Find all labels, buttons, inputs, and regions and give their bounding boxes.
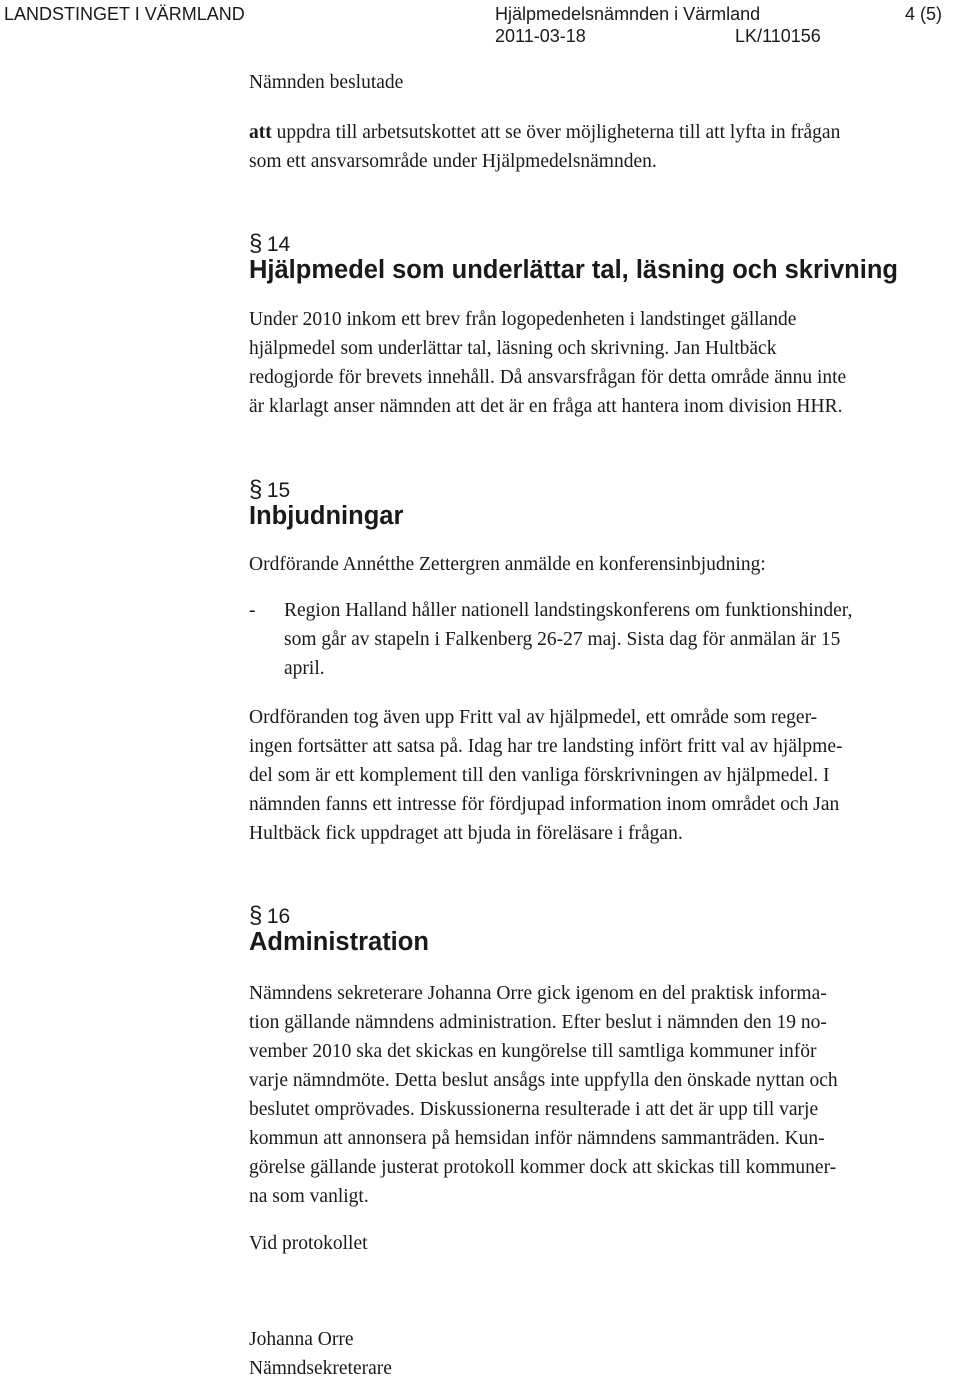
section-15-bullet: [284, 596, 954, 683]
section-15-title: Inbjudningar: [249, 502, 404, 530]
paragraph-line: varje nämndmöte. Detta beslut ansågs inte uppfylla den önskade nyttan och: [249, 1070, 838, 1091]
section-symbol: §: [249, 902, 263, 929]
signature-name: Johanna Orre: [249, 1329, 354, 1350]
paragraph-line: nämnden fanns ett intresse för fördjupad information inom området och Jan: [249, 794, 840, 815]
section-16-header: [249, 902, 290, 930]
section-14-title: Hjälpmedel som underlättar tal, läsning och skrivning: [249, 256, 898, 284]
section-15-body: [249, 703, 949, 848]
bullet-line: april.: [284, 658, 325, 679]
section-symbol: §: [249, 476, 263, 503]
decision-keyword: att: [249, 122, 272, 143]
decision-line-2: som ett ansvarsområde under Hjälpmedelsnämnden.: [249, 151, 657, 172]
section-14-body: [249, 305, 949, 421]
paragraph-line: Hultbäck fick uppdraget att bjuda in föreläsare i frågan.: [249, 823, 683, 844]
paragraph-line: redogjorde för brevets innehåll. Då ansvarsfrågan för detta område ännu inte: [249, 367, 847, 388]
decision-line-1-rest: uppdra till arbetsutskottet att se över möjligheterna till att lyfta in frågan: [271, 122, 841, 143]
bullet-marker: -: [249, 600, 256, 621]
signature-label: Vid protokollet: [249, 1233, 368, 1254]
section-number: 15: [266, 479, 291, 502]
header-reference: LK/110156: [735, 26, 821, 46]
paragraph-line: Ordföranden tog även upp Fritt val av hjälpmedel, ett område som reger-: [249, 707, 818, 728]
section-15-intro: Ordförande Annétthe Zettergren anmälde en konferensinbjudning:: [249, 554, 766, 575]
paragraph-line: Under 2010 inkom ett brev från logopedenheten i landstinget gällande: [249, 309, 797, 330]
bullet-line: som går av stapeln i Falkenberg 26-27 maj. Sista dag för anmälan är 15: [284, 629, 841, 650]
paragraph-line: beslutet omprövades. Diskussionerna resulterade i att det är upp till varje: [249, 1099, 819, 1120]
paragraph-line: vember 2010 ska det skickas en kungörelse till samtliga kommuner inför: [249, 1041, 817, 1062]
header-date: 2011-03-18: [495, 26, 586, 46]
paragraph-line: tion gällande nämndens administration. Efter beslut i nämnden den 19 no-: [249, 1012, 827, 1033]
section-15-header: [249, 476, 290, 504]
bullet-line: Region Halland håller nationell landstingskonferens om funktionshinder,: [284, 600, 853, 621]
section-number: 14: [266, 233, 291, 256]
section-14-header: [249, 230, 290, 258]
decision-heading: Nämnden beslutade: [249, 72, 404, 93]
decision-line-1: [249, 118, 949, 147]
paragraph-line: är klarlagt anser nämnden att det är en fråga att hantera inom division HHR.: [249, 396, 843, 417]
paragraph-line: Nämndens sekreterare Johanna Orre gick igenom en del praktisk informa-: [249, 983, 827, 1004]
header-page-number: 4 (5): [905, 4, 943, 24]
paragraph-line: na som vanligt.: [249, 1186, 369, 1207]
section-16-body: [249, 979, 949, 1211]
section-symbol: §: [249, 230, 263, 257]
paragraph-line: del som är ett komplement till den vanliga förskrivningen av hjälpmedel. I: [249, 765, 830, 786]
paragraph-line: kommun att annonsera på hemsidan inför nämndens sammanträden. Kun-: [249, 1128, 825, 1149]
signature-role: Nämndsekreterare: [249, 1358, 392, 1379]
paragraph-line: ingen fortsätter att satsa på. Idag har tre landsting infört fritt val av hjälpme-: [249, 736, 843, 757]
header-org: LANDSTINGET I VÄRMLAND: [4, 4, 245, 24]
section-16-title: Administration: [249, 928, 429, 956]
paragraph-line: hjälpmedel som underlättar tal, läsning och skrivning. Jan Hultbäck: [249, 338, 777, 359]
decision-text: [249, 118, 949, 176]
paragraph-line: görelse gällande justerat protokoll kommer dock att skickas till kommuner-: [249, 1157, 837, 1178]
header-committee: Hjälpmedelsnämnden i Värmland: [495, 4, 761, 24]
section-number: 16: [266, 905, 291, 928]
